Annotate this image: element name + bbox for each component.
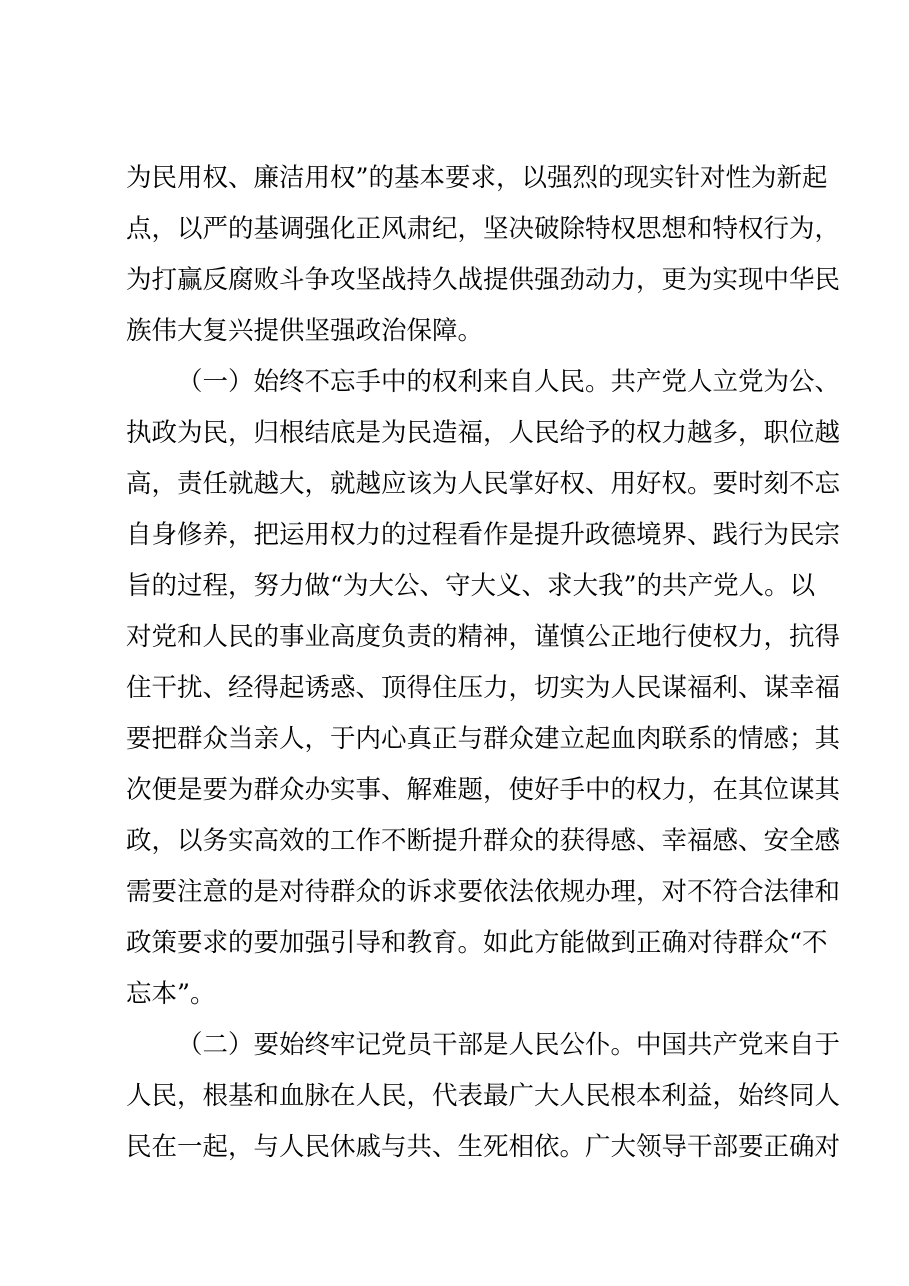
text-line: 高，责任就越大，就越应该为人民掌好权、用好权。要时刻不忘	[126, 469, 841, 499]
text-line: 需要注意的是对待群众的诉求要依法依规办理，对不符合法律和	[126, 877, 841, 907]
paragraph-end-line: 忘本”。	[126, 979, 216, 1009]
text-line: 民在一起，与人民休戚与共、生死相依。广大领导干部要正确对	[126, 1132, 841, 1162]
text-line: 点，以严的基调强化正风肃纪，坚决破除特权思想和特权行为，	[126, 214, 841, 244]
body-text	[126, 153, 841, 1173]
text-line: 旨的过程，努力做“为大公、守大义、求大我”的共产党人。以	[126, 571, 816, 601]
text-line: 住干扰、经得起诱惑、顶得住压力，切实为人民谋福利、谋幸福	[126, 673, 841, 703]
paragraph-end-line: 族伟大复兴提供坚强政治保障。	[126, 316, 484, 346]
text-line: 执政为民，归根结底是为民造福，人民给予的权力越多，职位越	[126, 418, 841, 448]
text-line: 要把群众当亲人，于内心真正与群众建立起血肉联系的情感；其	[126, 724, 841, 754]
text-line: 对党和人民的事业高度负责的精神，谨慎公正地行使权力，抗得	[126, 622, 841, 652]
text-line: 为民用权、廉洁用权”的基本要求，以强烈的现实针对性为新起	[126, 163, 828, 193]
text-line: 为打赢反腐败斗争攻坚战持久战提供强劲动力，更为实现中华民	[126, 265, 841, 295]
paragraph-first-line: （一）始终不忘手中的权利来自人民。共产党人立党为公、	[177, 367, 841, 397]
text-line: 人民，根基和血脉在人民，代表最广大人民根本利益，始终同人	[126, 1081, 841, 1111]
text-line: 自身修养，把运用权力的过程看作是提升政德境界、践行为民宗	[126, 520, 841, 550]
paragraph-first-line: （二）要始终牢记党员干部是人民公仆。中国共产党来自于	[177, 1030, 841, 1060]
text-line: 政，以务实高效的工作不断提升群众的获得感、幸福感、安全感	[126, 826, 841, 856]
text-line: 政策要求的要加强引导和教育。如此方能做到正确对待群众“不	[126, 928, 828, 958]
text-line: 次便是要为群众办实事、解难题，使好手中的权力，在其位谋其	[126, 775, 841, 805]
